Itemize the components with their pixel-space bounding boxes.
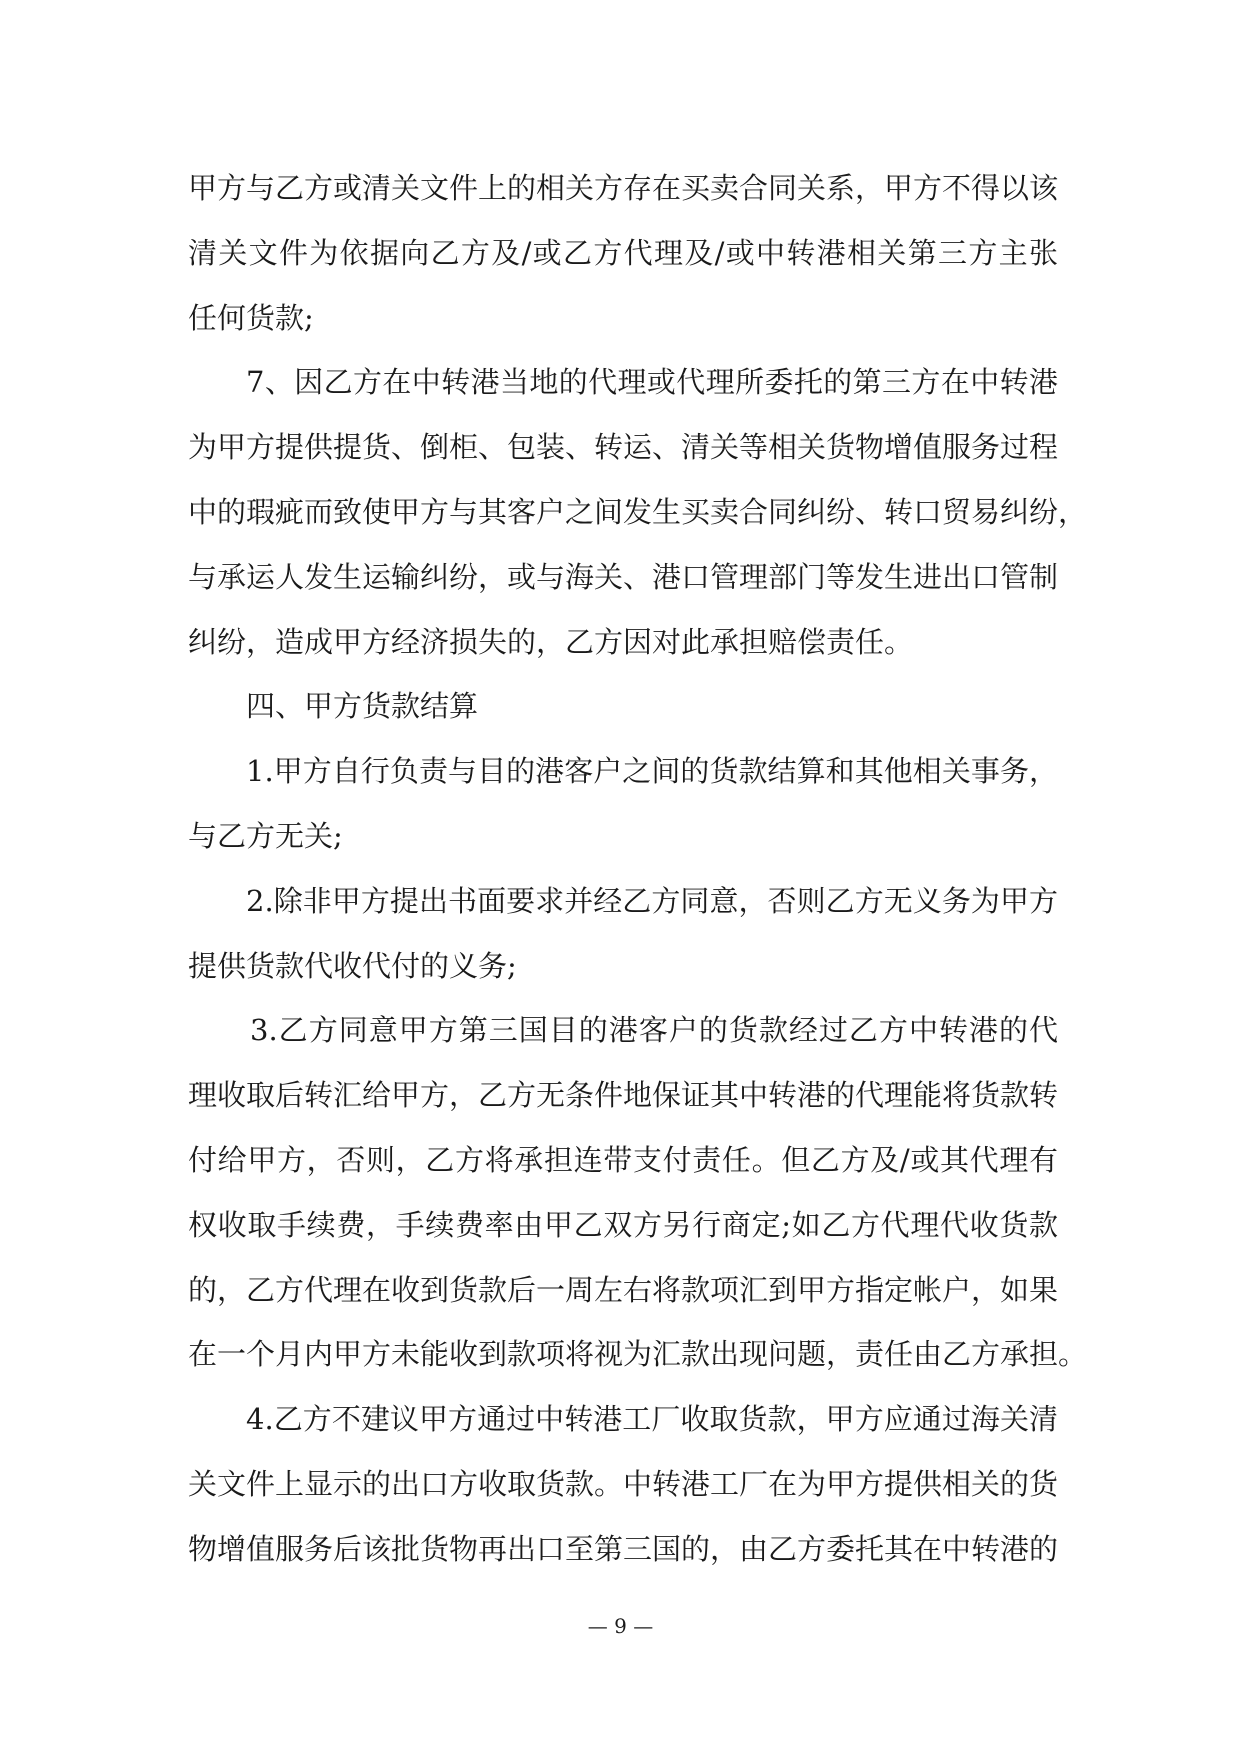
- text-line: 纠纷，造成甲方经济损失的，乙方因对此承担赔偿责任。: [188, 624, 914, 659]
- text-line: 物增值服务后该批货物再出口至第三国的，由乙方委托其在中转港的: [188, 1531, 1059, 1566]
- clause-2-line: 2.除非甲方提出书面要求并经乙方同意，否则乙方无义务为甲方: [246, 883, 1058, 918]
- section-heading: 四、甲方货款结算: [246, 689, 479, 724]
- text-line: 清关文件为依据向乙方及/或乙方代理及/或中转港相关第三方主张: [188, 235, 1058, 270]
- text-line: 理收取后转汇给甲方，乙方无条件地保证其中转港的代理能将货款转: [188, 1078, 1059, 1113]
- text-line: 权收取手续费，手续费率由甲乙双方另行商定;如乙方代理代收货款: [188, 1207, 1058, 1242]
- text-line: 中的瑕疵而致使甲方与其客户之间发生买卖合同纠纷、转口贸易纠纷，: [188, 494, 1088, 529]
- text-line: 与乙方无关;: [188, 818, 343, 853]
- clause-7-heading-line: 7、因乙方在中转港当地的代理或代理所委托的第三方在中转港: [246, 365, 1058, 400]
- clause-4-line: 4.乙方不建议甲方通过中转港工厂收取货款，甲方应通过海关清: [246, 1402, 1058, 1437]
- text-line: 的，乙方代理在收到货款后一周左右将款项汇到甲方指定帐户，如果: [188, 1272, 1059, 1307]
- clause-3-line: 3.乙方同意甲方第三国目的港客户的货款经过乙方中转港的代: [250, 1013, 1058, 1048]
- text-line: 甲方与乙方或清关文件上的相关方存在买卖合同关系，甲方不得以该: [188, 171, 1059, 205]
- text-line: 付给甲方，否则，乙方将承担连带支付责任。但乙方及/或其代理有: [188, 1142, 1058, 1177]
- clause-1-line: 1.甲方自行负责与目的港客户之间的货款结算和其他相关事务，: [246, 754, 1058, 789]
- text-line: 提供货款代收代付的义务;: [188, 948, 517, 983]
- text-line: 为甲方提供提货、倒柜、包装、转运、清关等相关货物增值服务过程: [188, 430, 1059, 465]
- contract-body-text: [188, 156, 1088, 1582]
- text-line: 在一个月内甲方未能收到款项将视为汇款出现问题，责任由乙方承担。: [188, 1337, 1088, 1372]
- page-number: — 9 —: [587, 1614, 654, 1638]
- text-line: 任何货款;: [188, 300, 314, 335]
- text-line: 关文件上显示的出口方收取货款。中转港工厂在为甲方提供相关的货: [188, 1466, 1059, 1501]
- text-line: 与承运人发生运输纠纷，或与海关、港口管理部门等发生进出口管制: [188, 559, 1059, 594]
